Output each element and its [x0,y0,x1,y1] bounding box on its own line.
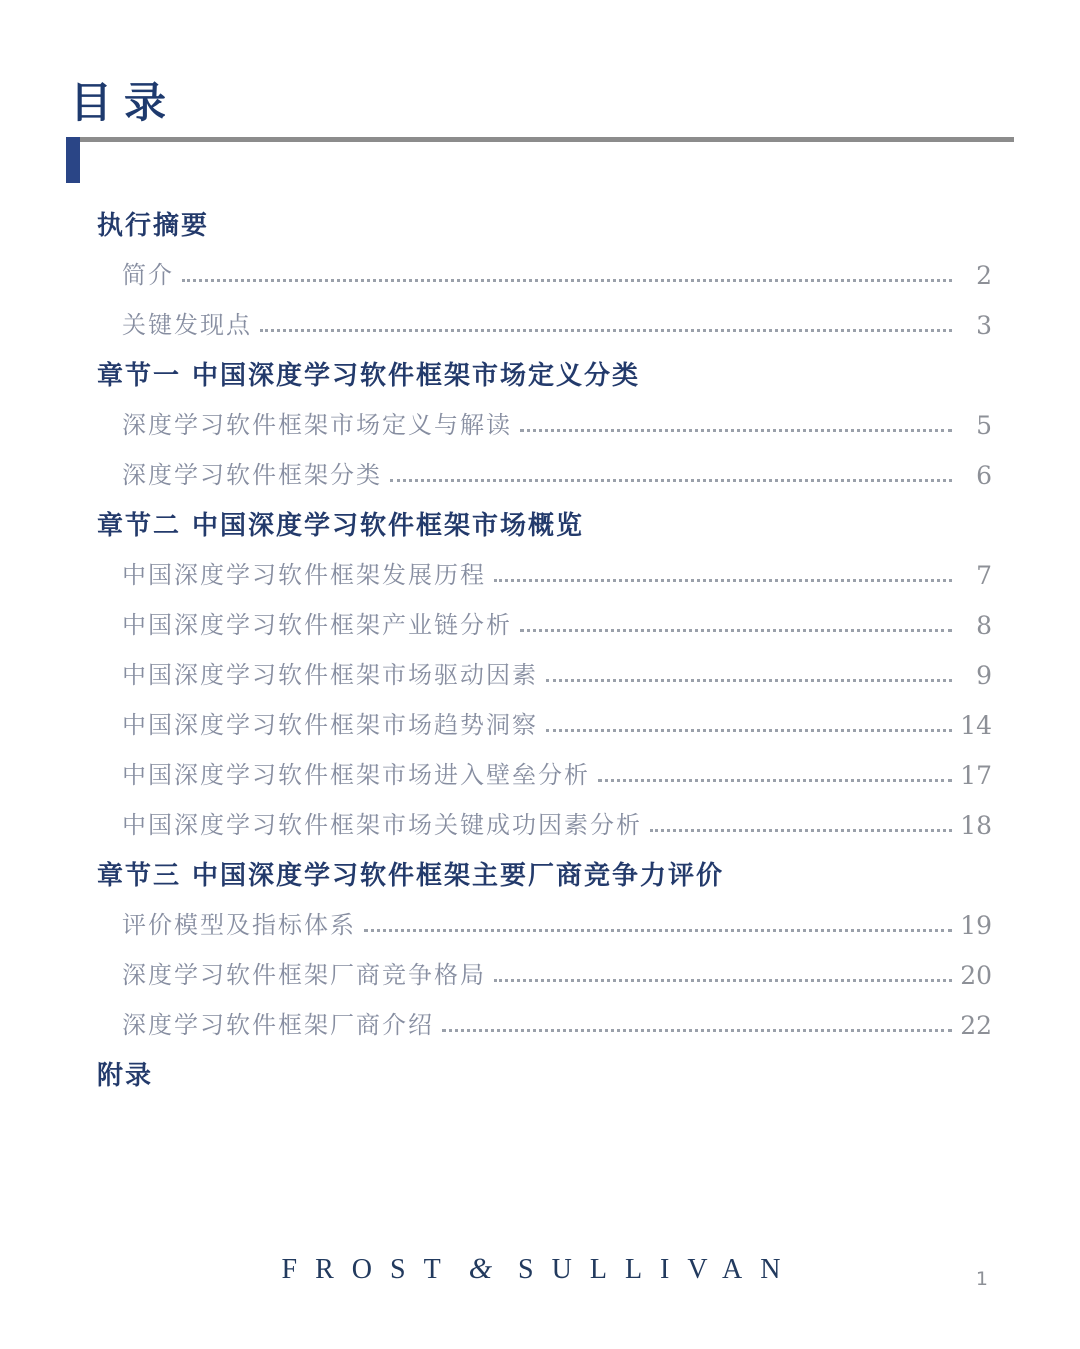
toc-section-heading: 章节二 中国深度学习软件框架市场概览 [97,510,585,541]
toc-item-row [97,248,992,298]
accent-bar [66,137,80,183]
toc-item-page-number: 22 [960,1011,992,1040]
toc-item-label: 深度学习软件框架分类 [122,461,382,489]
dot-leader [546,679,952,682]
footer-page-number: 1 [975,1268,988,1290]
dot-leader [494,579,952,582]
toc-item-row [97,998,992,1048]
toc-item-row [97,798,992,848]
toc-item-row [97,548,992,598]
dot-leader [364,929,952,932]
toc-item-label: 深度学习软件框架市场定义与解读 [122,411,512,439]
toc [97,198,992,1098]
toc-item-row [97,448,992,498]
toc-item-page-number: 3 [976,311,992,340]
toc-section-heading: 章节三 中国深度学习软件框架主要厂商竞争力评价 [97,860,725,891]
toc-item-row [97,948,992,998]
toc-item-page-number: 2 [976,261,992,290]
footer-brand-logo [0,1252,1080,1286]
toc-item-page-number: 18 [960,811,992,840]
toc-item-page-number: 19 [960,911,992,940]
title-divider-rule [78,137,1014,142]
toc-item-row [97,398,992,448]
toc-item-label: 深度学习软件框架厂商竞争格局 [122,961,486,989]
toc-item-label: 中国深度学习软件框架市场趋势洞察 [122,711,538,739]
dot-leader [546,729,952,732]
toc-item-row [97,598,992,648]
toc-item-row [97,698,992,748]
toc-item-page-number: 14 [960,711,992,740]
toc-item-label: 关键发现点 [122,311,252,339]
toc-item-label: 中国深度学习软件框架发展历程 [122,561,486,589]
toc-section-heading: 附录 [97,1060,154,1091]
dot-leader [520,629,952,632]
dot-leader [182,279,952,282]
toc-item-page-number: 6 [976,461,992,490]
toc-item-row [97,298,992,348]
dot-leader [650,829,952,832]
toc-item-row [97,898,992,948]
toc-item-label: 评价模型及指标体系 [122,911,356,939]
footer-brand-word-right: SULLIVAN [518,1254,799,1285]
dot-leader [494,979,952,982]
page-title: 目录 [70,78,179,127]
toc-item-label: 中国深度学习软件框架市场进入壁垒分析 [122,761,590,789]
dot-leader [442,1029,952,1032]
toc-item-page-number: 5 [976,411,992,440]
toc-item-page-number: 9 [976,661,992,690]
footer-brand-ampersand: & [468,1252,493,1285]
toc-item-row [97,648,992,698]
dot-leader [520,429,952,432]
toc-section-heading: 章节一 中国深度学习软件框架市场定义分类 [97,360,641,391]
toc-item-row [97,748,992,798]
toc-item-page-number: 17 [960,761,992,790]
toc-item-label: 深度学习软件框架厂商介绍 [122,1011,434,1039]
footer-brand-word-left: FROST [281,1254,459,1285]
toc-item-label: 中国深度学习软件框架市场关键成功因素分析 [122,811,642,839]
dot-leader [390,479,952,482]
toc-item-page-number: 20 [960,961,992,990]
toc-section-heading: 执行摘要 [97,210,210,241]
toc-item-page-number: 8 [976,611,992,640]
dot-leader [260,329,952,332]
toc-item-label: 中国深度学习软件框架产业链分析 [122,611,512,639]
toc-item-page-number: 7 [976,561,992,590]
toc-item-label: 中国深度学习软件框架市场驱动因素 [122,661,538,689]
dot-leader [598,779,952,782]
toc-item-label: 简介 [122,261,174,289]
